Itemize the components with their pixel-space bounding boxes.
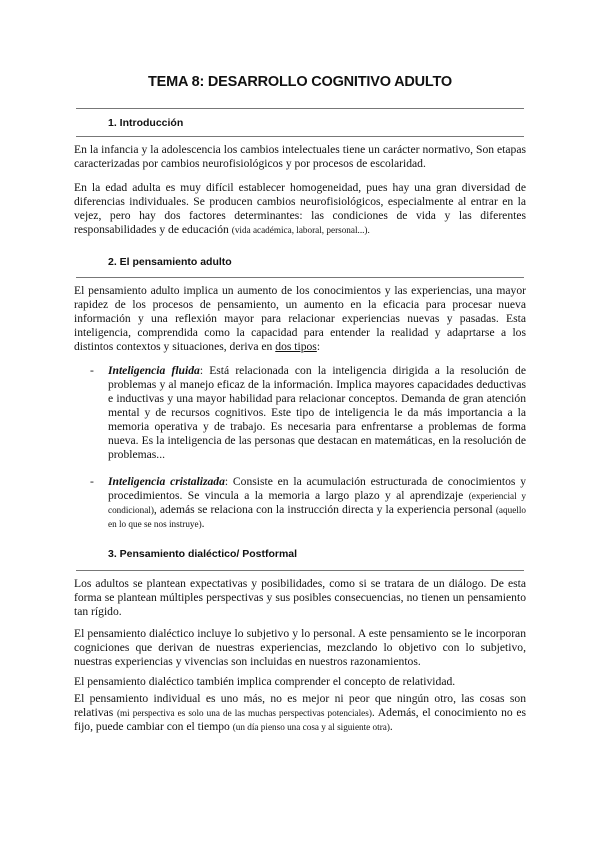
term: Inteligencia fluida [108,364,200,377]
paragraph: El pensamiento adulto implica un aumento de los conocimientos y las experiencias, una mayor rapidez de los procesos de pensamiento, un aumento en la eficacia para procesar nueva información y una reflexión mayor para relacionar experiencias nuevas y pasadas. Esta inteligencia, comprendida como la capacidad para entender la realidad y adaprtarse a los distintos contextos y situaciones, deriva en dos tipos: [74,284,526,353]
divider [76,570,524,571]
paragraph: El pensamiento dialéctico también implica comprender el concepto de relatividad. [74,675,456,688]
paragraph: El pensamiento individual es uno más, no es mejor ni peor que ningún otro, las cosas son relativas (mi perspectiva es solo una de las muchas perspectivas potenciales). Además, el conocimiento no es fijo, puede cambiar con el tiempo (un día pienso una cosa y al siguiente otra). [74,692,527,733]
divider [76,136,524,137]
bullet-dash: - [90,364,94,377]
list-item: Inteligencia cristalizada: Consiste en la acumulación estructurada de conocimientos y procedimientos. Se vincula a la memoria a largo plazo y al aprendizaje (experiencial y condicional), además se relaciona con la instrucción directa y la experiencia personal (aquello en lo que se nos instruye). [108,475,526,530]
list-item: Inteligencia fluida: Está relacionada con la inteligencia dirigida a la resolución de problemas y al manejo eficaz de la información. Implica mayores capacidades deductivas e inductivas y una mayor habilidad para relacionar conceptos. Demanda de gran atención mental y de recursos cognitivos. Este tipo de inteligencia le da más importancia a la memoria operativa y de trabajo. Es necesaria para enfrentarse a problemas de forma nueva. Es la inteligencia de las personas que destacan en matemáticas, en la resolución de problemas... [108,364,526,461]
divider [76,277,524,278]
page-title: TEMA 8: DESARROLLO COGNITIVO ADULTO [148,74,452,90]
section-heading-pensamiento-adulto: 2. El pensamiento adulto [108,256,232,268]
term: Inteligencia cristalizada [108,475,225,488]
paragraph: En la edad adulta es muy difícil establecer homogeneidad, pues hay una gran diversidad de diferencias individuales. Se producen cambios neurofisiológicos, especialmente al entrar en la vejez, pero hay dos factores determinantes: las condiciones de vida y las diferentes responsabilidades y de educación (vida académica, laboral, personal...). [74,181,526,236]
paragraph: Los adultos se plantean expectativas y posibilidades, como si se tratara de un diálogo. De esta forma se plantean múltiples perspectivas y sus posibles consecuencias, no tienen un pensamiento tan rígido. [74,577,526,618]
divider [76,108,524,109]
underlined-text: dos tipos [275,340,317,353]
bullet-dash: - [90,475,94,488]
paragraph: En la infancia y la adolescencia los cambios intelectuales tiene un carácter normativo, Son etapas caracterizadas por cambios neurofisiológicos y por procesos de escolaridad. [74,143,526,170]
section-heading-introduccion: 1. Introducción [108,117,184,129]
section-heading-pensamiento-dialectico: 3. Pensamiento dialéctico/ Postformal [108,548,298,560]
paragraph: El pensamiento dialéctico incluye lo subjetivo y lo personal. A este pensamiento se le incorporan cogniciones que derivan de nuestras experiencias, mezclando lo objetivo con lo subjetivo, nuestras experiencias y vivencias son incluidas en nuestros razonamientos. [74,627,526,668]
